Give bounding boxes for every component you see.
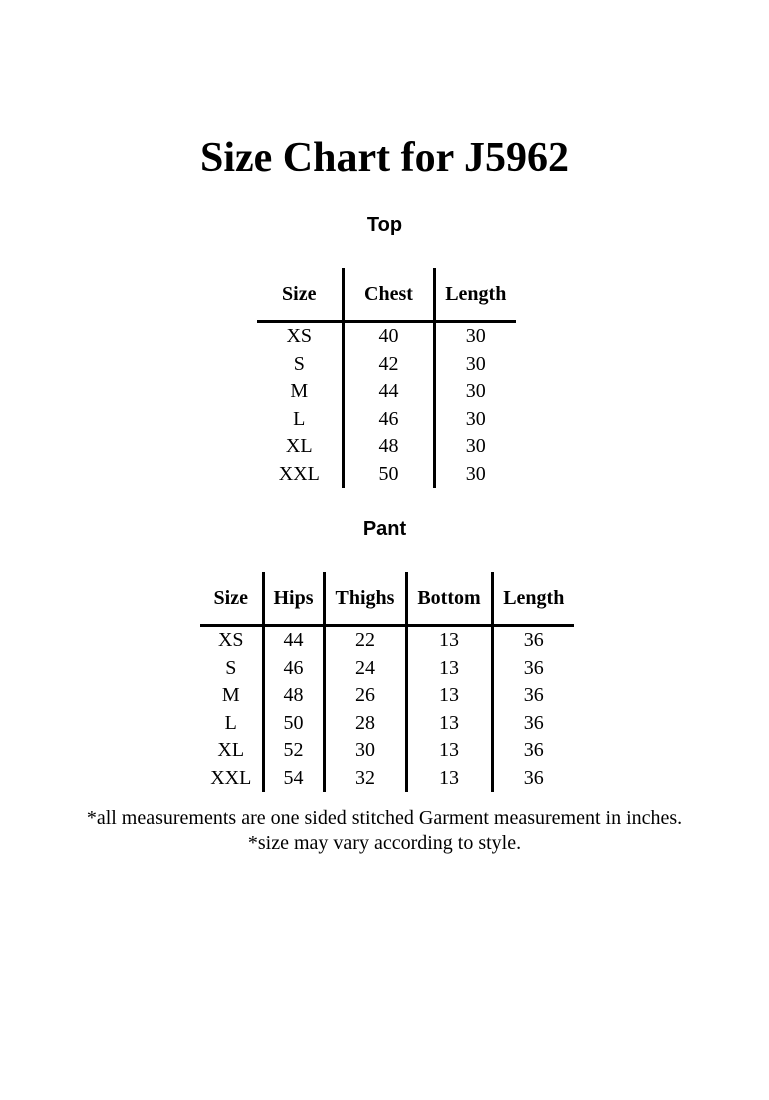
cell-size: L — [293, 407, 306, 430]
table-row — [200, 737, 574, 765]
cell-thighs: 32 — [324, 765, 406, 793]
cell-length: 36 — [492, 765, 574, 793]
cell-bottom: 13 — [406, 682, 492, 710]
cell-bottom: 13 — [406, 626, 492, 655]
cell-chest: 48 — [343, 433, 434, 461]
header-bottom: Bottom — [406, 572, 492, 626]
cell-size: S — [225, 656, 237, 679]
table-row — [200, 710, 574, 738]
cell-chest: 42 — [343, 351, 434, 379]
table-row — [200, 682, 574, 710]
cell-length: 30 — [434, 461, 516, 489]
table-header-row — [200, 572, 574, 626]
table-row — [257, 406, 516, 434]
cell-bottom: 13 — [406, 655, 492, 683]
cell-hips: 54 — [263, 765, 324, 793]
table-row — [200, 765, 574, 793]
header-size: Size — [200, 572, 263, 626]
cell-length: 30 — [434, 433, 516, 461]
measurement-note: *all measurements are one sided stitched Garment measurement in inches. — [86, 807, 683, 829]
cell-size: M — [221, 684, 240, 707]
table-row — [257, 322, 516, 351]
cell-thighs: 28 — [324, 710, 406, 738]
header-hips: Hips — [263, 572, 324, 626]
cell-length: 36 — [492, 737, 574, 765]
top-size-table — [257, 268, 516, 488]
cell-hips: 52 — [263, 737, 324, 765]
cell-chest: 44 — [343, 378, 434, 406]
cell-length: 30 — [434, 406, 516, 434]
cell-chest: 50 — [343, 461, 434, 489]
cell-hips: 48 — [263, 682, 324, 710]
cell-hips: 46 — [263, 655, 324, 683]
header-chest: Chest — [343, 268, 434, 322]
cell-size: M — [290, 380, 309, 403]
table-row — [257, 433, 516, 461]
cell-hips: 50 — [263, 710, 324, 738]
cell-size: L — [224, 711, 237, 734]
cell-bottom: 13 — [406, 710, 492, 738]
cell-thighs: 26 — [324, 682, 406, 710]
header-length: Length — [434, 268, 516, 322]
cell-thighs: 24 — [324, 655, 406, 683]
cell-chest: 46 — [343, 406, 434, 434]
top-section-label: Top — [366, 214, 403, 236]
cell-length: 36 — [492, 710, 574, 738]
page-title: Size Chart for J5962 — [200, 135, 569, 181]
cell-size: S — [293, 352, 305, 375]
table-row — [200, 626, 574, 655]
cell-length: 30 — [434, 322, 516, 351]
cell-hips: 44 — [263, 626, 324, 655]
cell-size: XL — [285, 435, 313, 458]
header-thighs: Thighs — [324, 572, 406, 626]
table-row — [257, 378, 516, 406]
cell-size: XXL — [210, 766, 252, 789]
header-length: Length — [492, 572, 574, 626]
cell-length: 36 — [492, 682, 574, 710]
table-header-row — [257, 268, 516, 322]
header-size: Size — [257, 268, 343, 322]
cell-length: 36 — [492, 655, 574, 683]
cell-size: XXL — [278, 462, 320, 485]
cell-length: 36 — [492, 626, 574, 655]
size-variation-note: *size may vary according to style. — [247, 832, 522, 854]
cell-thighs: 30 — [324, 737, 406, 765]
cell-size: XS — [286, 325, 313, 348]
cell-length: 30 — [434, 378, 516, 406]
table-row — [257, 461, 516, 489]
pant-section-label: Pant — [362, 518, 407, 540]
cell-bottom: 13 — [406, 765, 492, 793]
cell-size: XL — [217, 739, 245, 762]
table-row — [257, 351, 516, 379]
cell-bottom: 13 — [406, 737, 492, 765]
cell-length: 30 — [434, 351, 516, 379]
cell-size: XS — [217, 629, 244, 652]
cell-chest: 40 — [343, 322, 434, 351]
pant-size-table — [200, 572, 574, 792]
table-row — [200, 655, 574, 683]
cell-thighs: 22 — [324, 626, 406, 655]
